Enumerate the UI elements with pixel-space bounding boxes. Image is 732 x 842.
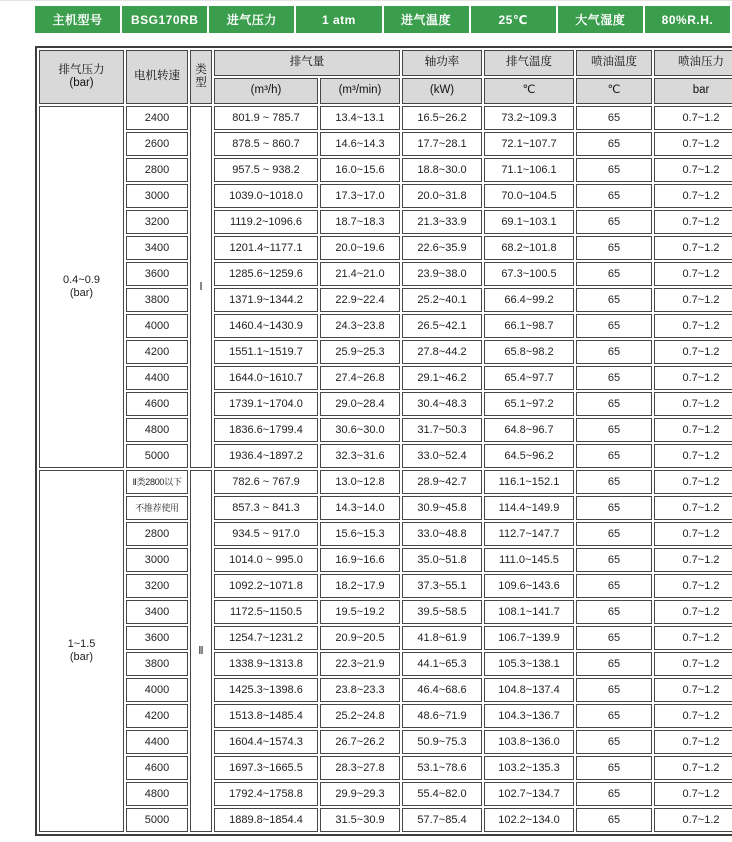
- header-flow: 排气量: [214, 50, 400, 76]
- power-cell: 46.4~68.6: [402, 678, 482, 702]
- exhaust-temp-cell: 72.1~107.7: [484, 132, 574, 156]
- exhaust-temp-cell: 103.8~136.0: [484, 730, 574, 754]
- speed-cell: Ⅱ类2800以下: [126, 470, 188, 494]
- power-cell: 48.6~71.9: [402, 704, 482, 728]
- exhaust-temp-cell: 65.1~97.2: [484, 392, 574, 416]
- oil-pressure-cell: 0.7~1.2: [654, 158, 732, 182]
- flow-m3min-cell: 15.6~15.3: [320, 522, 400, 546]
- power-cell: 21.3~33.9: [402, 210, 482, 234]
- header-oil-pressure: 喷油压力: [654, 50, 732, 76]
- header-flow-m3h-unit: (m³/h): [214, 78, 318, 104]
- oil-pressure-cell: 0.7~1.2: [654, 678, 732, 702]
- header-motor-speed: 电机转速: [126, 50, 188, 104]
- table-row: [39, 314, 732, 338]
- speed-cell: 4000: [126, 314, 188, 338]
- table-row: [39, 730, 732, 754]
- flow-m3min-cell: 18.7~18.3: [320, 210, 400, 234]
- exhaust-temp-cell: 109.6~143.6: [484, 574, 574, 598]
- model-label: 主机型号: [35, 6, 120, 33]
- flow-m3h-cell: 1119.2~1096.6: [214, 210, 318, 234]
- oil-pressure-cell: 0.7~1.2: [654, 262, 732, 286]
- flow-m3min-cell: 22.3~21.9: [320, 652, 400, 676]
- flow-m3h-cell: 1644.0~1610.7: [214, 366, 318, 390]
- oil-pressure-cell: 0.7~1.2: [654, 704, 732, 728]
- flow-m3min-cell: 28.3~27.8: [320, 756, 400, 780]
- speed-cell: 4600: [126, 756, 188, 780]
- pressure-range-cell: 1~1.5 (bar): [39, 470, 124, 832]
- flow-m3h-cell: 1836.6~1799.4: [214, 418, 318, 442]
- flow-m3h-cell: 801.9 ~ 785.7: [214, 106, 318, 130]
- header-oil-pressure-unit: bar: [654, 78, 732, 104]
- flow-m3h-cell: 1092.2~1071.8: [214, 574, 318, 598]
- oil-pressure-cell: 0.7~1.2: [654, 288, 732, 312]
- flow-m3h-cell: 1254.7~1231.2: [214, 626, 318, 650]
- exhaust-temp-cell: 65.4~97.7: [484, 366, 574, 390]
- oil-temp-cell: 65: [576, 340, 652, 364]
- speed-cell: 4400: [126, 730, 188, 754]
- oil-pressure-cell: 0.7~1.2: [654, 548, 732, 572]
- exhaust-temp-cell: 102.7~134.7: [484, 782, 574, 806]
- oil-temp-cell: 65: [576, 106, 652, 130]
- table-row: [39, 496, 732, 520]
- oil-pressure-cell: 0.7~1.2: [654, 808, 732, 832]
- power-cell: 23.9~38.0: [402, 262, 482, 286]
- table-row: [39, 522, 732, 546]
- flow-m3h-cell: 1285.6~1259.6: [214, 262, 318, 286]
- oil-pressure-cell: 0.7~1.2: [654, 418, 732, 442]
- exhaust-temp-cell: 102.2~134.0: [484, 808, 574, 832]
- flow-m3min-cell: 25.9~25.3: [320, 340, 400, 364]
- intake-temp-label: 进气温度: [384, 6, 469, 33]
- flow-m3h-cell: 1425.3~1398.6: [214, 678, 318, 702]
- flow-m3min-cell: 16.0~15.6: [320, 158, 400, 182]
- oil-temp-cell: 65: [576, 288, 652, 312]
- table-row: [39, 574, 732, 598]
- flow-m3min-cell: 27.4~26.8: [320, 366, 400, 390]
- oil-pressure-cell: 0.7~1.2: [654, 106, 732, 130]
- flow-m3h-cell: 782.6 ~ 767.9: [214, 470, 318, 494]
- flow-m3min-cell: 19.5~19.2: [320, 600, 400, 624]
- speed-cell: 3400: [126, 236, 188, 260]
- table-row: [39, 548, 732, 572]
- table-row: [39, 262, 732, 286]
- exhaust-temp-cell: 104.3~136.7: [484, 704, 574, 728]
- power-cell: 53.1~78.6: [402, 756, 482, 780]
- table-row: [39, 782, 732, 806]
- header-type-char-bottom: 型: [195, 77, 207, 89]
- power-cell: 33.0~48.8: [402, 522, 482, 546]
- oil-pressure-cell: 0.7~1.2: [654, 184, 732, 208]
- flow-m3h-cell: 1014.0 ~ 995.0: [214, 548, 318, 572]
- exhaust-temp-cell: 68.2~101.8: [484, 236, 574, 260]
- oil-temp-cell: 65: [576, 392, 652, 416]
- flow-m3h-cell: 1039.0~1018.0: [214, 184, 318, 208]
- type-cell: Ⅱ: [190, 470, 212, 832]
- flow-m3h-cell: 1889.8~1854.4: [214, 808, 318, 832]
- oil-temp-cell: 65: [576, 678, 652, 702]
- power-cell: 39.5~58.5: [402, 600, 482, 624]
- exhaust-temp-cell: 66.4~99.2: [484, 288, 574, 312]
- oil-temp-cell: 65: [576, 132, 652, 156]
- exhaust-temp-cell: 64.5~96.2: [484, 444, 574, 468]
- power-cell: 18.8~30.0: [402, 158, 482, 182]
- flow-m3h-cell: 957.5 ~ 938.2: [214, 158, 318, 182]
- flow-m3min-cell: 18.2~17.9: [320, 574, 400, 598]
- table-row: [39, 210, 732, 234]
- exhaust-temp-cell: 114.4~149.9: [484, 496, 574, 520]
- flow-m3min-cell: 22.9~22.4: [320, 288, 400, 312]
- power-cell: 30.4~48.3: [402, 392, 482, 416]
- table-row: [39, 652, 732, 676]
- table-row: [39, 340, 732, 364]
- power-cell: 25.2~40.1: [402, 288, 482, 312]
- flow-m3min-cell: 20.0~19.6: [320, 236, 400, 260]
- oil-temp-cell: 65: [576, 184, 652, 208]
- power-cell: 35.0~51.8: [402, 548, 482, 572]
- oil-pressure-cell: 0.7~1.2: [654, 314, 732, 338]
- table-row: [39, 808, 732, 832]
- flow-m3min-cell: 25.2~24.8: [320, 704, 400, 728]
- table-row: [39, 626, 732, 650]
- speed-cell: 2800: [126, 522, 188, 546]
- header-type: [190, 50, 212, 104]
- oil-temp-cell: 65: [576, 366, 652, 390]
- power-cell: 20.0~31.8: [402, 184, 482, 208]
- oil-temp-cell: 65: [576, 626, 652, 650]
- speed-cell: 3800: [126, 288, 188, 312]
- speed-cell: 5000: [126, 808, 188, 832]
- flow-m3h-cell: 878.5 ~ 860.7: [214, 132, 318, 156]
- power-cell: 17.7~28.1: [402, 132, 482, 156]
- flow-m3min-cell: 14.3~14.0: [320, 496, 400, 520]
- header-shaft-power: 轴功率: [402, 50, 482, 76]
- exhaust-temp-cell: 66.1~98.7: [484, 314, 574, 338]
- intake-pressure-label: 进气压力: [209, 6, 294, 33]
- speed-cell: 4800: [126, 782, 188, 806]
- oil-temp-cell: 65: [576, 652, 652, 676]
- power-cell: 44.1~65.3: [402, 652, 482, 676]
- flow-m3h-cell: 1792.4~1758.8: [214, 782, 318, 806]
- power-cell: 27.8~44.2: [402, 340, 482, 364]
- exhaust-temp-cell: 64.8~96.7: [484, 418, 574, 442]
- oil-pressure-cell: 0.7~1.2: [654, 574, 732, 598]
- header-type-char-top: 类: [195, 63, 207, 76]
- model-value: BSG170RB: [122, 6, 207, 33]
- exhaust-temp-cell: 103.2~135.3: [484, 756, 574, 780]
- type-cell: Ⅰ: [190, 106, 212, 468]
- table-row: [39, 184, 732, 208]
- flow-m3min-cell: 31.5~30.9: [320, 808, 400, 832]
- speed-cell: 3000: [126, 184, 188, 208]
- header-row-groups: [39, 50, 732, 76]
- flow-m3min-cell: 32.3~31.6: [320, 444, 400, 468]
- exhaust-temp-cell: 71.1~106.1: [484, 158, 574, 182]
- flow-m3h-cell: 1371.9~1344.2: [214, 288, 318, 312]
- speed-cell: 2800: [126, 158, 188, 182]
- oil-temp-cell: 65: [576, 704, 652, 728]
- flow-m3h-cell: 1551.1~1519.7: [214, 340, 318, 364]
- exhaust-temp-cell: 105.3~138.1: [484, 652, 574, 676]
- oil-pressure-cell: 0.7~1.2: [654, 600, 732, 624]
- header-exhaust-pressure: [39, 50, 124, 104]
- table-row: [39, 132, 732, 156]
- flow-m3min-cell: 29.9~29.3: [320, 782, 400, 806]
- flow-m3h-cell: 857.3 ~ 841.3: [214, 496, 318, 520]
- speed-cell: 3800: [126, 652, 188, 676]
- speed-cell: 3200: [126, 210, 188, 234]
- power-cell: 37.3~55.1: [402, 574, 482, 598]
- power-cell: 57.7~85.4: [402, 808, 482, 832]
- header-flow-m3min-unit: (m³/min): [320, 78, 400, 104]
- oil-temp-cell: 65: [576, 314, 652, 338]
- power-cell: 16.5~26.2: [402, 106, 482, 130]
- power-cell: 22.6~35.9: [402, 236, 482, 260]
- power-cell: 41.8~61.9: [402, 626, 482, 650]
- oil-pressure-cell: 0.7~1.2: [654, 470, 732, 494]
- power-cell: 29.1~46.2: [402, 366, 482, 390]
- oil-temp-cell: 65: [576, 808, 652, 832]
- header-oil-temp-unit: ℃: [576, 78, 652, 104]
- table-row: [39, 756, 732, 780]
- speed-cell: 3400: [126, 600, 188, 624]
- oil-temp-cell: 65: [576, 444, 652, 468]
- power-cell: 28.9~42.7: [402, 470, 482, 494]
- flow-m3h-cell: 1201.4~1177.1: [214, 236, 318, 260]
- power-cell: 26.5~42.1: [402, 314, 482, 338]
- flow-m3min-cell: 26.7~26.2: [320, 730, 400, 754]
- speed-cell: 3600: [126, 626, 188, 650]
- oil-temp-cell: 65: [576, 236, 652, 260]
- speed-cell: 4400: [126, 366, 188, 390]
- table-row: [39, 470, 732, 494]
- oil-temp-cell: 65: [576, 470, 652, 494]
- humidity-value: 80%R.H.: [645, 6, 730, 33]
- oil-pressure-cell: 0.7~1.2: [654, 652, 732, 676]
- flow-m3h-cell: 1697.3~1665.5: [214, 756, 318, 780]
- flow-m3min-cell: 29.0~28.4: [320, 392, 400, 416]
- exhaust-temp-cell: 67.3~100.5: [484, 262, 574, 286]
- exhaust-temp-cell: 108.1~141.7: [484, 600, 574, 624]
- table-row: [39, 106, 732, 130]
- exhaust-temp-cell: 104.8~137.4: [484, 678, 574, 702]
- flow-m3min-cell: 14.6~14.3: [320, 132, 400, 156]
- exhaust-temp-cell: 111.0~145.5: [484, 548, 574, 572]
- spec-table: [35, 46, 732, 836]
- table-row: [39, 288, 732, 312]
- flow-m3h-cell: 1739.1~1704.0: [214, 392, 318, 416]
- oil-temp-cell: 65: [576, 210, 652, 234]
- pressure-range-cell: 0.4~0.9 (bar): [39, 106, 124, 468]
- table-row: [39, 678, 732, 702]
- oil-temp-cell: 65: [576, 574, 652, 598]
- intake-temp-value: 25℃: [471, 6, 556, 33]
- header-exhaust-temp: 排气温度: [484, 50, 574, 76]
- speed-cell: 2600: [126, 132, 188, 156]
- power-cell: 55.4~82.0: [402, 782, 482, 806]
- speed-cell: 5000: [126, 444, 188, 468]
- speed-cell: 4000: [126, 678, 188, 702]
- speed-cell: 3200: [126, 574, 188, 598]
- oil-pressure-cell: 0.7~1.2: [654, 756, 732, 780]
- flow-m3min-cell: 16.9~16.6: [320, 548, 400, 572]
- speed-cell: 4200: [126, 340, 188, 364]
- header-exhaust-temp-unit: ℃: [484, 78, 574, 104]
- flow-m3min-cell: 24.3~23.8: [320, 314, 400, 338]
- flow-m3h-cell: 1513.8~1485.4: [214, 704, 318, 728]
- oil-temp-cell: 65: [576, 548, 652, 572]
- table-row: [39, 392, 732, 416]
- speed-cell: 不推荐使用: [126, 496, 188, 520]
- oil-temp-cell: 65: [576, 730, 652, 754]
- oil-temp-cell: 65: [576, 522, 652, 546]
- table-row: [39, 158, 732, 182]
- speed-cell: 4600: [126, 392, 188, 416]
- oil-pressure-cell: 0.7~1.2: [654, 522, 732, 546]
- oil-pressure-cell: 0.7~1.2: [654, 496, 732, 520]
- exhaust-temp-cell: 106.7~139.9: [484, 626, 574, 650]
- oil-temp-cell: 65: [576, 756, 652, 780]
- flow-m3min-cell: 23.8~23.3: [320, 678, 400, 702]
- header-power-unit: (kW): [402, 78, 482, 104]
- exhaust-temp-cell: 112.7~147.7: [484, 522, 574, 546]
- flow-m3min-cell: 21.4~21.0: [320, 262, 400, 286]
- exhaust-temp-cell: 73.2~109.3: [484, 106, 574, 130]
- oil-temp-cell: 65: [576, 418, 652, 442]
- spec-table-body: [39, 106, 732, 832]
- header-exhaust-pressure-text: 排气压力: [58, 63, 105, 76]
- speed-cell: 2400: [126, 106, 188, 130]
- flow-m3h-cell: 1338.9~1313.8: [214, 652, 318, 676]
- exhaust-temp-cell: 69.1~103.1: [484, 210, 574, 234]
- flow-m3min-cell: 20.9~20.5: [320, 626, 400, 650]
- speed-cell: 4200: [126, 704, 188, 728]
- table-row: [39, 444, 732, 468]
- spec-summary-bar: [35, 6, 730, 33]
- header-oil-temp: 喷油温度: [576, 50, 652, 76]
- intake-pressure-value: 1 atm: [296, 6, 381, 33]
- oil-pressure-cell: 0.7~1.2: [654, 366, 732, 390]
- speed-cell: 4800: [126, 418, 188, 442]
- exhaust-temp-cell: 65.8~98.2: [484, 340, 574, 364]
- power-cell: 33.0~52.4: [402, 444, 482, 468]
- oil-pressure-cell: 0.7~1.2: [654, 392, 732, 416]
- oil-temp-cell: 65: [576, 262, 652, 286]
- oil-temp-cell: 65: [576, 496, 652, 520]
- flow-m3min-cell: 13.0~12.8: [320, 470, 400, 494]
- oil-pressure-cell: 0.7~1.2: [654, 444, 732, 468]
- flow-m3h-cell: 934.5 ~ 917.0: [214, 522, 318, 546]
- table-row: [39, 418, 732, 442]
- flow-m3min-cell: 13.4~13.1: [320, 106, 400, 130]
- exhaust-temp-cell: 70.0~104.5: [484, 184, 574, 208]
- table-row: [39, 236, 732, 260]
- power-cell: 30.9~45.8: [402, 496, 482, 520]
- speed-cell: 3000: [126, 548, 188, 572]
- speed-cell: 3600: [126, 262, 188, 286]
- humidity-label: 大气湿度: [558, 6, 643, 33]
- table-row: [39, 600, 732, 624]
- oil-pressure-cell: 0.7~1.2: [654, 626, 732, 650]
- oil-pressure-cell: 0.7~1.2: [654, 236, 732, 260]
- oil-pressure-cell: 0.7~1.2: [654, 210, 732, 234]
- flow-m3min-cell: 30.6~30.0: [320, 418, 400, 442]
- oil-temp-cell: 65: [576, 600, 652, 624]
- oil-pressure-cell: 0.7~1.2: [654, 782, 732, 806]
- page: [0, 1, 730, 836]
- power-cell: 50.9~75.3: [402, 730, 482, 754]
- flow-m3h-cell: 1604.4~1574.3: [214, 730, 318, 754]
- flow-m3h-cell: 1172.5~1150.5: [214, 600, 318, 624]
- oil-pressure-cell: 0.7~1.2: [654, 730, 732, 754]
- flow-m3min-cell: 17.3~17.0: [320, 184, 400, 208]
- oil-pressure-cell: 0.7~1.2: [654, 132, 732, 156]
- table-row: [39, 366, 732, 390]
- oil-temp-cell: 65: [576, 782, 652, 806]
- oil-pressure-cell: 0.7~1.2: [654, 340, 732, 364]
- flow-m3h-cell: 1460.4~1430.9: [214, 314, 318, 338]
- oil-temp-cell: 65: [576, 158, 652, 182]
- header-exhaust-pressure-unit: (bar): [69, 77, 94, 89]
- power-cell: 31.7~50.3: [402, 418, 482, 442]
- exhaust-temp-cell: 116.1~152.1: [484, 470, 574, 494]
- flow-m3h-cell: 1936.4~1897.2: [214, 444, 318, 468]
- table-row: [39, 704, 732, 728]
